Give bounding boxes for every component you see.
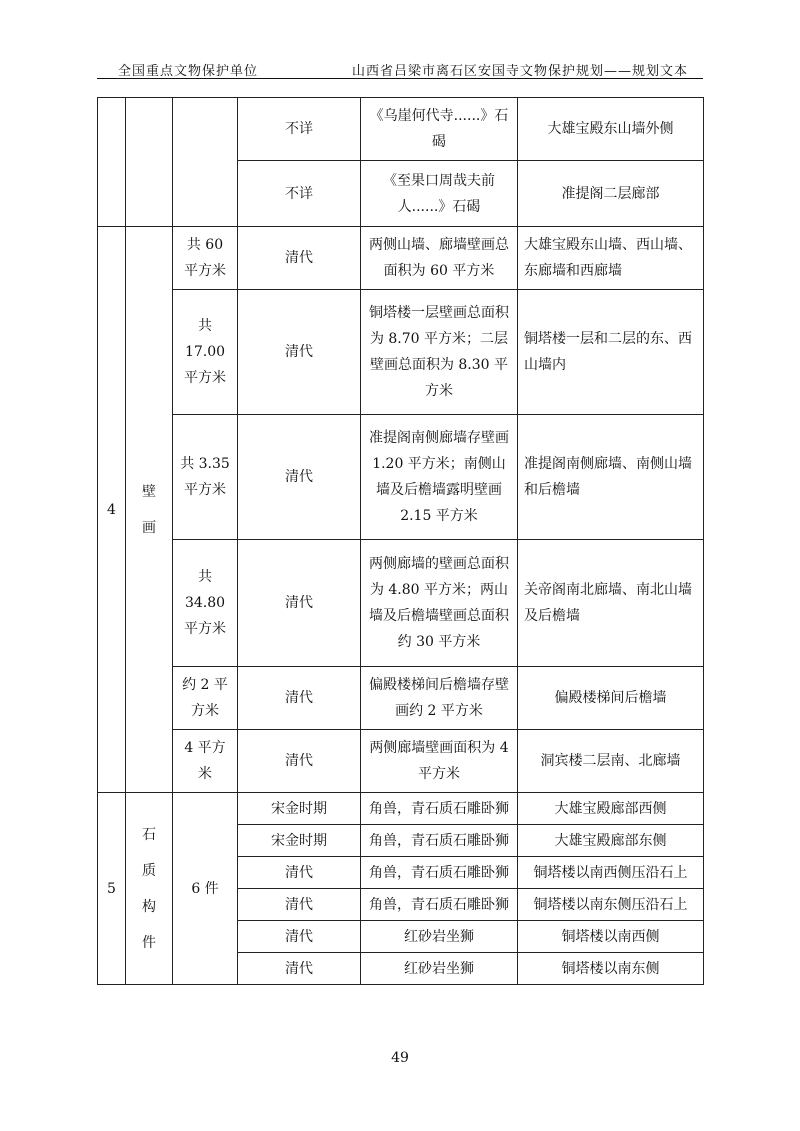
description-cell: 角兽，青石质石雕卧狮 [361, 825, 518, 857]
description-cell: 偏殿楼梯间后檐墙存壁画约 2 平方米 [361, 667, 518, 730]
number-cell: 4 [98, 227, 126, 793]
location-cell: 大雄宝殿东山墙外侧 [518, 98, 704, 161]
quantity-cell: 共 34.80 平方米 [173, 540, 238, 667]
location-cell: 准提阁二层廊部 [518, 161, 704, 227]
quantity-cell: 共 3.35 平方米 [173, 415, 238, 540]
table-row [98, 290, 704, 415]
description-cell: 《乌崖何代寺......》石碣 [361, 98, 518, 161]
era-cell: 清代 [238, 667, 361, 730]
description-cell: 准提阁南侧廊墙存壁画 1.20 平方米；南侧山墙及后檐墙露明壁画 2.15 平方米 [361, 415, 518, 540]
description-cell: 红砂岩坐狮 [361, 953, 518, 985]
quantity-cell: 共 17.00 平方米 [173, 290, 238, 415]
type-char: 件 [142, 934, 156, 951]
description-cell: 角兽，青石质石雕卧狮 [361, 793, 518, 825]
number-cell: 5 [98, 793, 126, 985]
location-cell: 关帝阁南北廊墙、南北山墙及后檐墙 [518, 540, 704, 667]
header-right-title: 山西省吕梁市离石区安国寺文物保护规划——规划文本 [351, 64, 688, 79]
location-cell: 铜塔楼一层和二层的东、西山墙内 [518, 290, 704, 415]
table-row [98, 415, 704, 540]
location-cell: 铜塔楼以南西侧压沿石上 [518, 857, 704, 889]
description-cell: 《至果口周哉夫前人......》石碣 [361, 161, 518, 227]
type-char: 画 [142, 519, 156, 536]
quantity-cell: 6 件 [173, 793, 238, 985]
type-cell [126, 98, 173, 227]
location-cell: 大雄宝殿廊部西侧 [518, 793, 704, 825]
type-char: 质 [142, 862, 156, 879]
era-cell: 清代 [238, 540, 361, 667]
era-cell: 清代 [238, 290, 361, 415]
description-cell: 铜塔楼一层壁画总面积为 8.70 平方米；二层壁画总面积为 8.30 平方米 [361, 290, 518, 415]
description-cell: 角兽，青石质石雕卧狮 [361, 857, 518, 889]
era-cell: 宋金时期 [238, 793, 361, 825]
era-cell: 清代 [238, 730, 361, 793]
page-number: 49 [391, 1050, 409, 1066]
description-cell: 两侧廊墙的壁画总面积为 4.80 平方米；两山墙及后檐墙壁画总面积约 30 平方米 [361, 540, 518, 667]
location-cell: 洞宾楼二层南、北廊墙 [518, 730, 704, 793]
era-cell: 清代 [238, 227, 361, 290]
location-cell: 大雄宝殿东山墙、西山墙、东廊墙和西廊墙 [518, 227, 704, 290]
location-cell: 铜塔楼以南东侧压沿石上 [518, 889, 704, 921]
era-cell: 清代 [238, 921, 361, 953]
era-cell: 清代 [238, 889, 361, 921]
quantity-cell: 4 平方米 [173, 730, 238, 793]
location-cell: 铜塔楼以南西侧 [518, 921, 704, 953]
heritage-table [97, 97, 704, 985]
type-char: 壁 [142, 483, 156, 500]
description-cell: 两侧山墙、廊墙壁画总面积为 60 平方米 [361, 227, 518, 290]
type-cell [126, 227, 173, 793]
era-cell: 不详 [238, 98, 361, 161]
era-cell: 清代 [238, 953, 361, 985]
table-row [98, 227, 704, 290]
era-cell: 清代 [238, 857, 361, 889]
type-char: 构 [142, 898, 156, 915]
description-cell: 红砂岩坐狮 [361, 921, 518, 953]
quantity-cell: 共 60 平方米 [173, 227, 238, 290]
description-cell: 角兽，青石质石雕卧狮 [361, 889, 518, 921]
type-cell [126, 793, 173, 985]
table-row [98, 540, 704, 667]
table-row [98, 730, 704, 793]
quantity-cell [173, 98, 238, 227]
location-cell: 准提阁南侧廊墙、南侧山墙和后檐墙 [518, 415, 704, 540]
era-cell: 清代 [238, 415, 361, 540]
type-char: 石 [142, 826, 156, 843]
header-left-title: 全国重点文物保护单位 [118, 64, 259, 79]
era-cell: 不详 [238, 161, 361, 227]
header-divider [97, 78, 703, 79]
table-row [98, 667, 704, 730]
description-cell: 两侧廊墙壁画面积为 4 平方米 [361, 730, 518, 793]
quantity-cell: 约 2 平方米 [173, 667, 238, 730]
location-cell: 偏殿楼梯间后檐墙 [518, 667, 704, 730]
number-cell [98, 98, 126, 227]
table-row [98, 793, 704, 825]
location-cell: 铜塔楼以南东侧 [518, 953, 704, 985]
table-row [98, 98, 704, 161]
location-cell: 大雄宝殿廊部东侧 [518, 825, 704, 857]
era-cell: 宋金时期 [238, 825, 361, 857]
